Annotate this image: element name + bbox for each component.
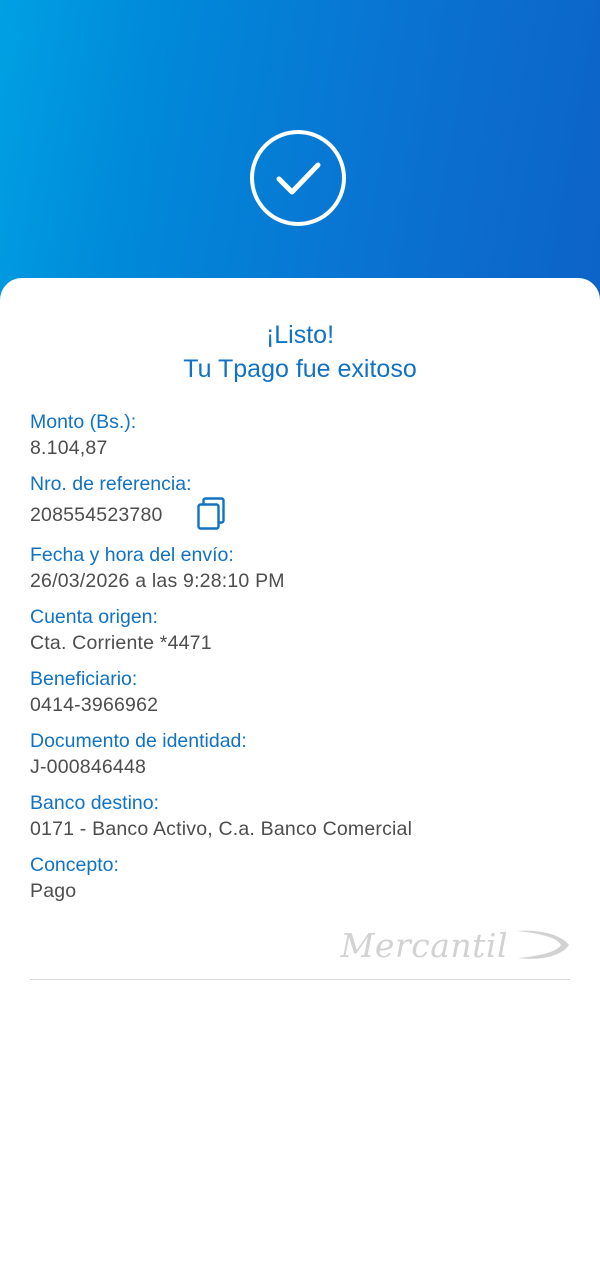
copy-icon[interactable] — [197, 497, 231, 533]
field-monto — [30, 409, 570, 462]
field-value: J-000846448 — [30, 756, 147, 778]
title-line-1: ¡Listo! — [265, 321, 335, 349]
field-concepto — [30, 852, 570, 905]
field-label: Nro. de referencia: — [30, 473, 192, 495]
title-line-2: Tu Tpago fue exitoso — [183, 355, 417, 383]
field-value: 8.104,87 — [30, 437, 108, 459]
field-value-row — [30, 497, 570, 533]
field-label: Documento de identidad: — [30, 730, 247, 752]
field-beneficiario — [30, 666, 570, 719]
field-label: Cuenta origen: — [30, 606, 158, 628]
brand-name: Mercantil — [340, 925, 508, 965]
field-referencia — [30, 471, 570, 533]
field-value: 0171 - Banco Activo, C.a. Banco Comercial — [30, 818, 413, 840]
field-value: Cta. Corriente *4471 — [30, 632, 212, 654]
brand-logo — [0, 919, 600, 971]
receipt-title — [0, 320, 600, 385]
field-value: Pago — [30, 880, 77, 902]
divider — [30, 979, 570, 980]
field-banco-destino — [30, 790, 570, 843]
field-label: Concepto: — [30, 854, 119, 876]
receipt-fields — [0, 409, 600, 905]
field-value: 208554523780 — [30, 503, 163, 526]
field-label: Fecha y hora del envío: — [30, 544, 234, 566]
field-cuenta-origen — [30, 604, 570, 657]
field-value: 0414-3966962 — [30, 694, 159, 716]
field-fecha-hora — [30, 542, 570, 595]
mercantil-swoosh-icon — [514, 925, 572, 965]
field-documento-identidad — [30, 728, 570, 781]
check-circle-icon — [250, 130, 346, 226]
field-label: Monto (Bs.): — [30, 411, 137, 433]
receipt-card — [0, 278, 600, 1280]
field-value: 26/03/2026 a las 9:28:10 PM — [30, 570, 285, 592]
field-label: Beneficiario: — [30, 668, 138, 690]
success-header — [0, 0, 600, 300]
field-label: Banco destino: — [30, 792, 160, 814]
